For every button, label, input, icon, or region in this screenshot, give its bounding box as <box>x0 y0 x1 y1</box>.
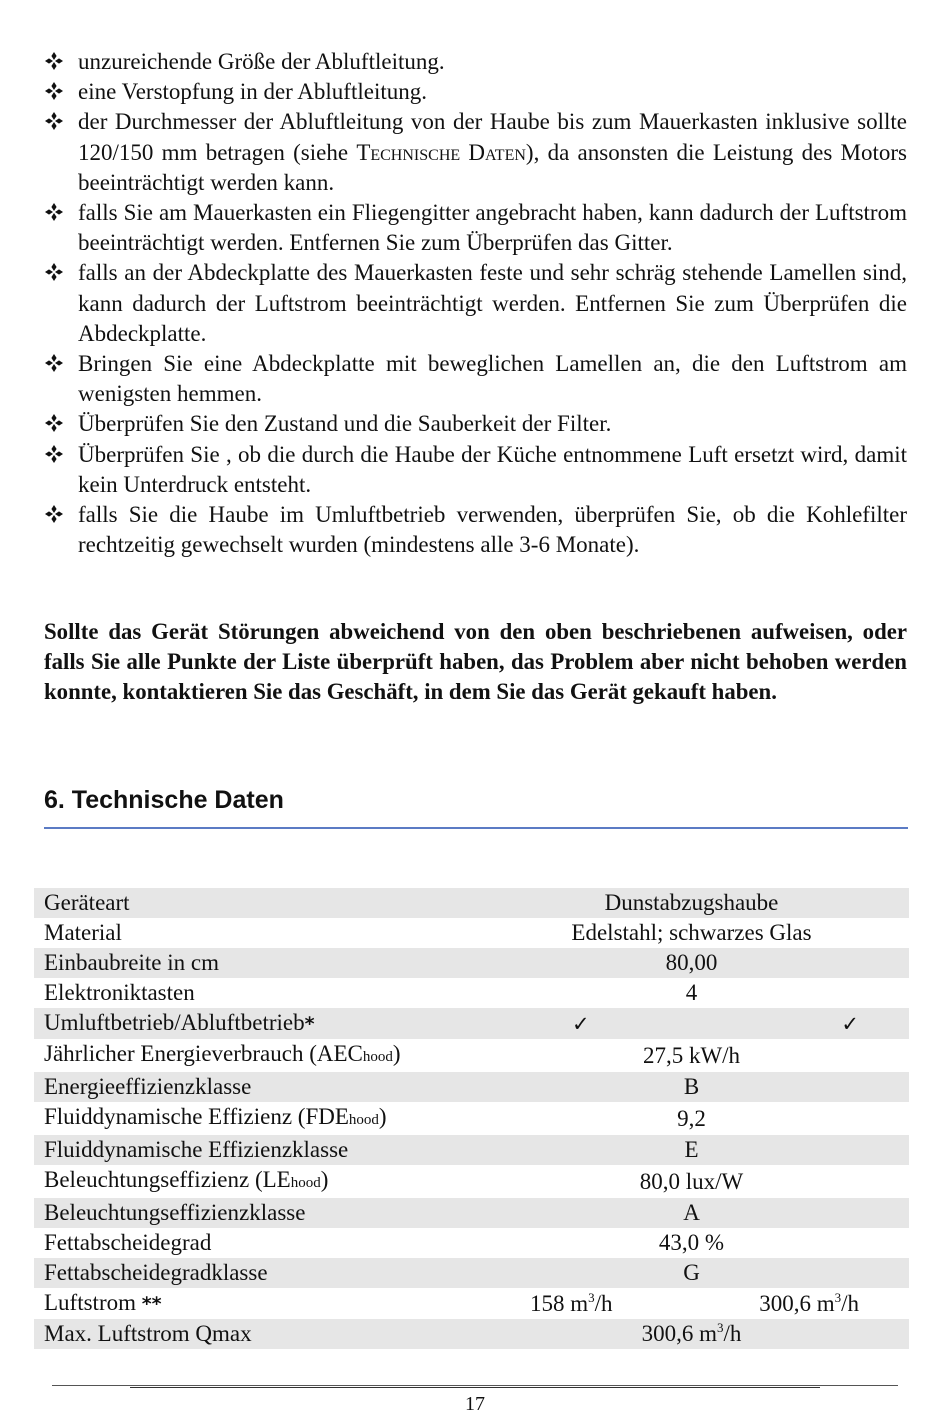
technical-data-table <box>34 888 909 1349</box>
four-diamond-bullet-icon <box>44 349 68 379</box>
four-diamond-bullet-icon <box>44 47 68 77</box>
check-mark-icon: ✓ <box>572 1011 590 1036</box>
list-item: Überprüfen Sie , ob die durch die Haube der Küche entnommene Luft ersetzt wird, damit kein Unterdruck entsteht. <box>44 440 907 500</box>
spec-label: Beleuchtungseffizienz (LEhood) <box>34 1165 474 1198</box>
table-row <box>34 1039 909 1072</box>
table-row <box>34 978 909 1008</box>
footnote-marker: ** <box>141 1293 162 1315</box>
spec-value: 43,0 % <box>474 1228 909 1258</box>
spec-value: 4 <box>474 978 909 1008</box>
spec-label: Fettabscheidegrad <box>34 1228 474 1258</box>
spec-label: Fluiddynamische Effizienz (FDEhood) <box>34 1102 474 1135</box>
spec-value: 80,0 lux/W <box>474 1165 909 1198</box>
section-title: 6. Technische Daten <box>44 786 284 814</box>
list-item: falls Sie am Mauerkasten ein Fliegengitter angebracht haben, kann dadurch der Luftstrom beeinträchtigt werden. Entfernen Sie zum Überprüfen das Gitter. <box>44 198 907 258</box>
table-row <box>34 1102 909 1135</box>
spec-value <box>474 1008 909 1039</box>
table-row <box>34 1072 909 1102</box>
list-item: eine Verstopfung in der Abluftleitung. <box>44 77 907 107</box>
four-diamond-bullet-icon <box>44 409 68 439</box>
spec-label: Beleuchtungseffizienzklasse <box>34 1198 474 1228</box>
spec-value: A <box>474 1198 909 1228</box>
page-number: 17 <box>465 1393 485 1415</box>
four-diamond-bullet-icon <box>44 77 68 107</box>
section-divider <box>44 827 908 829</box>
table-row <box>34 918 909 948</box>
table-row <box>34 1288 909 1319</box>
table-row <box>34 1198 909 1228</box>
list-item: der Durchmesser der Abluftleitung von der Haube bis zum Mauerkasten inklusive sollte 120/150 mm betragen (siehe Technische Daten), da ansonsten die Leistung des Motors beeinträchtigt werden kann. <box>44 107 907 198</box>
table-row <box>34 1008 909 1039</box>
footnote-marker: * <box>304 1013 315 1035</box>
support-notice: Sollte das Gerät Störungen abweichend von den oben beschriebenen aufweisen, oder falls Sie alle Punkte der Liste überprüft haben, das Problem aber nicht behoben werden konnte, kontaktieren Sie das Geschäft, in dem Sie das Gerät gekauft haben. <box>44 618 907 704</box>
table-row <box>34 888 909 918</box>
spec-value: 158 $m^3/h$ 300,6 $m^3/h$ <box>474 1288 909 1319</box>
spec-label: Max. Luftstrom Qmax <box>34 1319 474 1349</box>
list-item: unzureichende Größe der Abluftleitung. <box>44 47 907 77</box>
spec-value: 27,5 kW/h <box>474 1039 909 1072</box>
table-row <box>34 1319 909 1349</box>
four-diamond-bullet-icon <box>44 500 68 530</box>
four-diamond-bullet-icon <box>44 258 68 288</box>
list-item: falls Sie die Haube im Umluftbetrieb verwenden, überprüfen Sie, ob die Kohlefilter rechtzeitig gewechselt wurden (mindestens alle 3-6 Monate). <box>44 500 907 560</box>
spec-value: B <box>474 1072 909 1102</box>
four-diamond-bullet-icon <box>44 198 68 228</box>
spec-value: G <box>474 1258 909 1288</box>
spec-label: Einbaubreite in cm <box>34 948 474 978</box>
spec-label: Umluftbetrieb/Abluftbetrieb* <box>34 1008 474 1039</box>
table-row <box>34 948 909 978</box>
spec-label: Material <box>34 918 474 948</box>
footer-divider <box>52 1385 898 1386</box>
footer-divider <box>130 1387 820 1388</box>
list-item: Bringen Sie eine Abdeckplatte mit beweglichen Lamellen an, die den Luftstrom am wenigsten hemmen. <box>44 349 907 409</box>
spec-label: Geräteart <box>34 888 474 918</box>
spec-value: 300,6 $m^3/h$ <box>474 1319 909 1349</box>
list-item: Überprüfen Sie den Zustand und die Sauberkeit der Filter. <box>44 409 907 439</box>
table-row <box>34 1258 909 1288</box>
spec-value: 9,2 <box>474 1102 909 1135</box>
spec-label: Energieeffizienzklasse <box>34 1072 474 1102</box>
spec-value: 80,00 <box>474 948 909 978</box>
spec-label: Fluiddynamische Effizienzklasse <box>34 1135 474 1165</box>
spec-label: Elektroniktasten <box>34 978 474 1008</box>
spec-value: Dunstabzugshaube <box>474 888 909 918</box>
four-diamond-bullet-icon <box>44 107 68 137</box>
table-row <box>34 1135 909 1165</box>
spec-value: E <box>474 1135 909 1165</box>
four-diamond-bullet-icon <box>44 440 68 470</box>
spec-label: Jährlicher Energieverbrauch (AEChood) <box>34 1039 474 1072</box>
technical-data-reference: Technische Daten <box>356 139 526 165</box>
list-item: falls an der Abdeckplatte des Mauerkasten feste und sehr schräg stehende Lamellen sind, kann dadurch der Luftstrom beeinträchtigt werden. Entfernen Sie zum Überprüfen die Abdeckplatte. <box>44 258 907 349</box>
table-row <box>34 1228 909 1258</box>
troubleshooting-list <box>44 47 907 560</box>
check-mark-icon: ✓ <box>841 1011 859 1036</box>
spec-label: Fettabscheidegradklasse <box>34 1258 474 1288</box>
spec-value: Edelstahl; schwarzes Glas <box>474 918 909 948</box>
spec-label: Luftstrom ** <box>34 1288 474 1319</box>
table-row <box>34 1165 909 1198</box>
